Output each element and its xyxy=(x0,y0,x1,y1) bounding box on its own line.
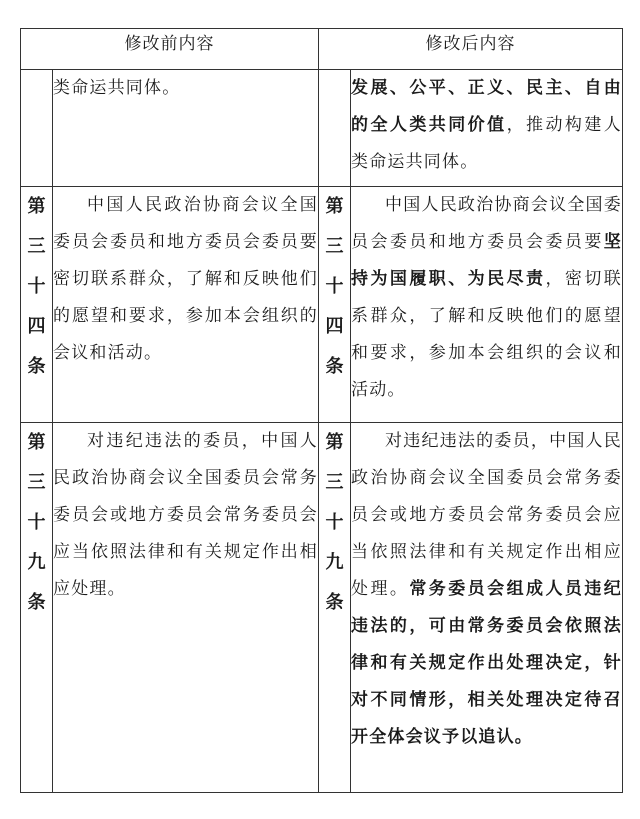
comparison-table xyxy=(20,28,623,793)
after-bold-text: 常务委员会组成人员违纪违法的，可由常务委员会依照法律和有关规定作出处理决定，针对不同情形，相关处理决定待召开全体会议予以追认。 xyxy=(351,579,622,747)
header-before: 修改前内容 xyxy=(21,29,319,70)
before-cell xyxy=(53,423,319,793)
article-label-left: 第三十九条 xyxy=(21,423,53,793)
row-article-39 xyxy=(21,423,623,793)
after-text-pre: 中国人民政治协商会议全国委员会委员和地方委员会委员要 xyxy=(351,195,622,252)
before-text: 对违纪违法的委员，中国人民政治协商会议全国委员会常务委员会或地方委员会常务委员会应当依照法律和有关规定作出相应处理。 xyxy=(53,431,318,599)
article-cell-empty-right xyxy=(319,70,351,187)
after-bold-text: 发展、公平、正义、民主、自由的全人类共同价值 xyxy=(351,78,622,135)
article-label-right: 第三十九条 xyxy=(319,423,351,793)
after-text-post: ，密切联系群众，了解和反映他们的愿望和要求，参加本会组织的会议和活动。 xyxy=(351,269,622,400)
article-label-right: 第三十四条 xyxy=(319,187,351,423)
before-cell xyxy=(53,70,319,187)
after-text-pre: 对违纪违法的委员，中国人民政治协商会议全国委员会常务委员会或地方委员会常务委员会应当依照法律和有关规定作出相应处理。 xyxy=(351,431,622,599)
row-article-34 xyxy=(21,187,623,423)
before-text: 类命运共同体。 xyxy=(53,78,181,98)
after-cell xyxy=(351,423,623,793)
after-cell xyxy=(351,70,623,187)
after-cell xyxy=(351,187,623,423)
article-cell-empty-left xyxy=(21,70,53,187)
row-continued xyxy=(21,70,623,187)
header-after: 修改后内容 xyxy=(319,29,623,70)
article-label-left: 第三十四条 xyxy=(21,187,53,423)
before-text: 中国人民政治协商会议全国委员会委员和地方委员会委员要密切联系群众，了解和反映他们的愿望和要求，参加本会组织的会议和活动。 xyxy=(53,195,318,363)
header-row xyxy=(21,29,623,70)
before-cell xyxy=(53,187,319,423)
after-text: ，推动构建人类命运共同体。 xyxy=(351,115,622,172)
after-bold-text: 坚持为国履职、为民尽责 xyxy=(351,232,622,289)
